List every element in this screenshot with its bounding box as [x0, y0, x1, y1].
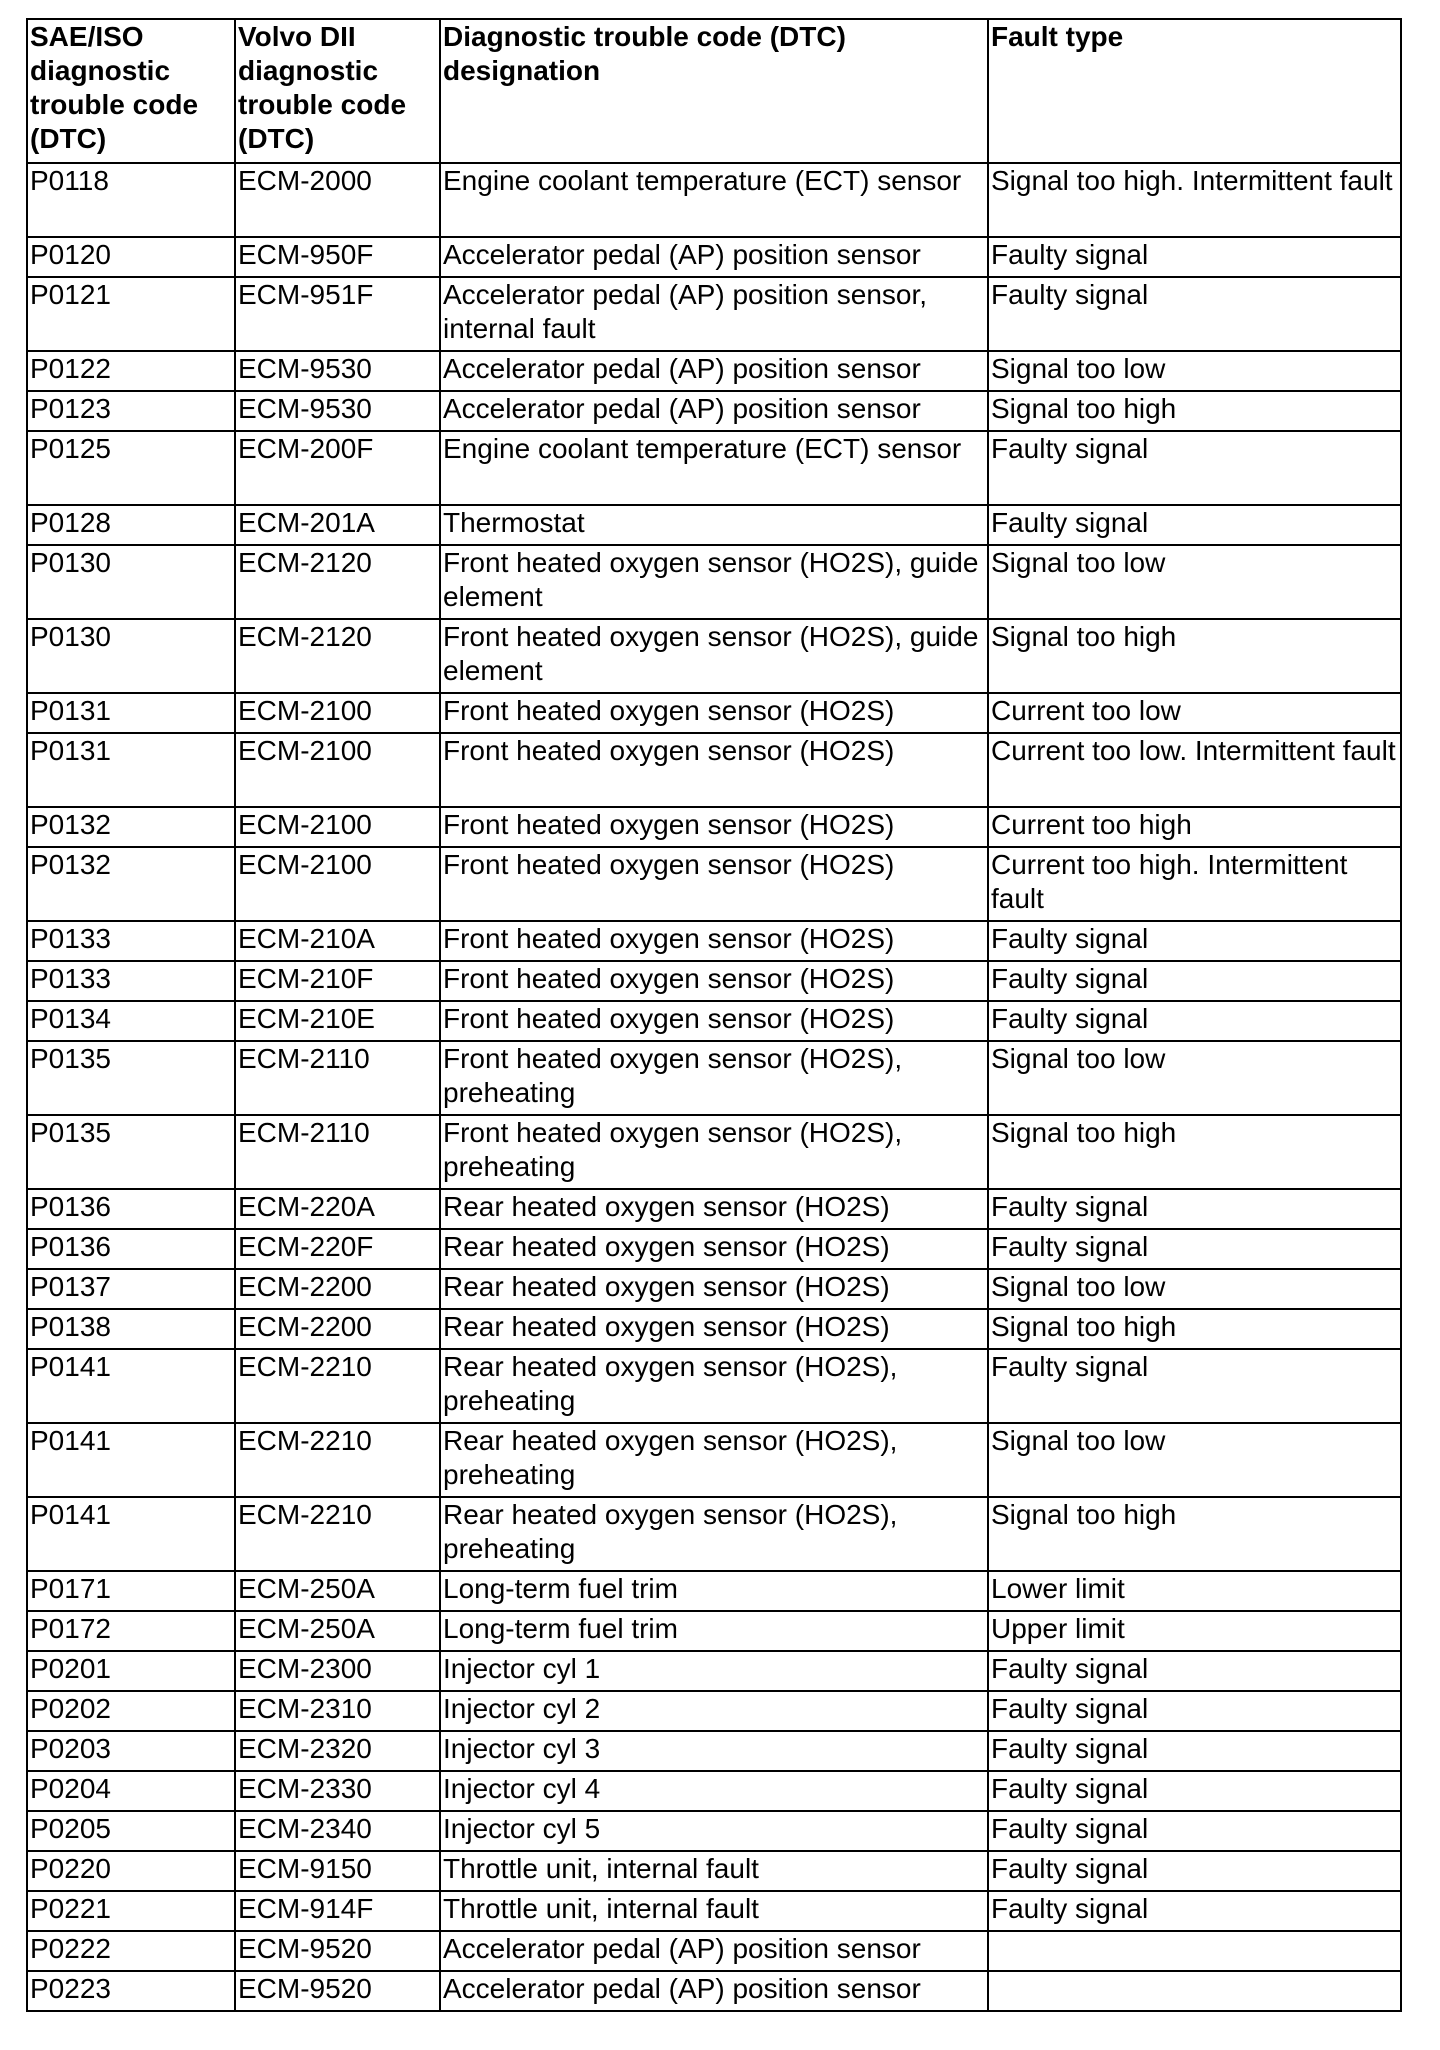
header-dtc-designation: Diagnostic trouble code (DTC) designation	[440, 19, 988, 163]
cell-volvo-code: ECM-250A	[235, 1611, 440, 1651]
cell-designation: Accelerator pedal (AP) position sensor	[440, 351, 988, 391]
cell-designation: Front heated oxygen sensor (HO2S)	[440, 693, 988, 733]
cell-volvo-code: ECM-2330	[235, 1771, 440, 1811]
cell-fault-type: Faulty signal	[988, 1731, 1401, 1771]
table-row	[27, 921, 1401, 961]
table-row	[27, 1115, 1401, 1189]
cell-volvo-code: ECM-950F	[235, 237, 440, 277]
table-header	[27, 19, 1401, 163]
cell-volvo-code: ECM-2120	[235, 619, 440, 693]
table-row	[27, 961, 1401, 1001]
cell-sae-code: P0131	[27, 733, 235, 807]
cell-sae-code: P0223	[27, 1971, 235, 2011]
table-row	[27, 505, 1401, 545]
cell-fault-type: Signal too low	[988, 1423, 1401, 1497]
cell-volvo-code: ECM-250A	[235, 1571, 440, 1611]
cell-designation: Accelerator pedal (AP) position sensor	[440, 1931, 988, 1971]
cell-volvo-code: ECM-2110	[235, 1115, 440, 1189]
cell-designation: Injector cyl 3	[440, 1731, 988, 1771]
cell-volvo-code: ECM-2120	[235, 545, 440, 619]
cell-sae-code: P0133	[27, 961, 235, 1001]
cell-volvo-code: ECM-9150	[235, 1851, 440, 1891]
cell-sae-code: P0141	[27, 1349, 235, 1423]
table-row	[27, 847, 1401, 921]
cell-volvo-code: ECM-2100	[235, 693, 440, 733]
cell-designation: Front heated oxygen sensor (HO2S)	[440, 847, 988, 921]
cell-designation: Accelerator pedal (AP) position sensor	[440, 1971, 988, 2011]
cell-designation: Rear heated oxygen sensor (HO2S)	[440, 1309, 988, 1349]
cell-designation: Long-term fuel trim	[440, 1611, 988, 1651]
cell-fault-type: Upper limit	[988, 1611, 1401, 1651]
cell-fault-type: Signal too high	[988, 1309, 1401, 1349]
table-row	[27, 1041, 1401, 1115]
cell-sae-code: P0141	[27, 1423, 235, 1497]
table-row	[27, 1497, 1401, 1571]
cell-fault-type: Faulty signal	[988, 961, 1401, 1001]
cell-fault-type	[988, 1931, 1401, 1971]
cell-fault-type: Signal too high	[988, 391, 1401, 431]
cell-fault-type: Current too low. Intermittent fault	[988, 733, 1401, 807]
cell-fault-type: Faulty signal	[988, 1001, 1401, 1041]
cell-volvo-code: ECM-200F	[235, 431, 440, 505]
cell-volvo-code: ECM-2100	[235, 807, 440, 847]
table-row	[27, 1229, 1401, 1269]
cell-fault-type: Faulty signal	[988, 1891, 1401, 1931]
cell-fault-type: Signal too low	[988, 1269, 1401, 1309]
cell-designation: Rear heated oxygen sensor (HO2S), preheating	[440, 1349, 988, 1423]
cell-fault-type: Faulty signal	[988, 1651, 1401, 1691]
cell-designation: Rear heated oxygen sensor (HO2S)	[440, 1189, 988, 1229]
table-row	[27, 1971, 1401, 2011]
cell-volvo-code: ECM-210A	[235, 921, 440, 961]
table-row	[27, 619, 1401, 693]
cell-fault-type: Faulty signal	[988, 1811, 1401, 1851]
header-volvo-dii-dtc: Volvo DII diagnostic trouble code (DTC)	[235, 19, 440, 163]
cell-sae-code: P0131	[27, 693, 235, 733]
table-row	[27, 1851, 1401, 1891]
cell-fault-type: Faulty signal	[988, 1851, 1401, 1891]
cell-designation: Front heated oxygen sensor (HO2S)	[440, 961, 988, 1001]
cell-fault-type: Faulty signal	[988, 1229, 1401, 1269]
table-row	[27, 1423, 1401, 1497]
cell-sae-code: P0203	[27, 1731, 235, 1771]
table-row	[27, 351, 1401, 391]
cell-sae-code: P0121	[27, 277, 235, 351]
cell-sae-code: P0171	[27, 1571, 235, 1611]
cell-fault-type: Current too high	[988, 807, 1401, 847]
cell-sae-code: P0133	[27, 921, 235, 961]
cell-sae-code: P0118	[27, 163, 235, 237]
cell-designation: Front heated oxygen sensor (HO2S), preheating	[440, 1041, 988, 1115]
cell-sae-code: P0202	[27, 1691, 235, 1731]
cell-designation: Front heated oxygen sensor (HO2S)	[440, 1001, 988, 1041]
cell-volvo-code: ECM-2210	[235, 1497, 440, 1571]
table-row	[27, 1651, 1401, 1691]
cell-designation: Front heated oxygen sensor (HO2S)	[440, 733, 988, 807]
cell-sae-code: P0125	[27, 431, 235, 505]
table-row	[27, 807, 1401, 847]
cell-designation: Accelerator pedal (AP) position sensor	[440, 391, 988, 431]
cell-volvo-code: ECM-2320	[235, 1731, 440, 1771]
cell-designation: Engine coolant temperature (ECT) sensor	[440, 431, 988, 505]
cell-volvo-code: ECM-9520	[235, 1931, 440, 1971]
cell-designation: Engine coolant temperature (ECT) sensor	[440, 163, 988, 237]
table-row	[27, 733, 1401, 807]
cell-volvo-code: ECM-220A	[235, 1189, 440, 1229]
table-row	[27, 277, 1401, 351]
cell-designation: Throttle unit, internal fault	[440, 1851, 988, 1891]
table-row	[27, 1611, 1401, 1651]
header-fault-type: Fault type	[988, 19, 1401, 163]
cell-designation: Rear heated oxygen sensor (HO2S)	[440, 1269, 988, 1309]
cell-fault-type: Signal too high	[988, 1497, 1401, 1571]
cell-fault-type: Faulty signal	[988, 921, 1401, 961]
cell-sae-code: P0141	[27, 1497, 235, 1571]
cell-sae-code: P0204	[27, 1771, 235, 1811]
cell-sae-code: P0135	[27, 1115, 235, 1189]
cell-sae-code: P0221	[27, 1891, 235, 1931]
cell-sae-code: P0130	[27, 619, 235, 693]
table-body	[27, 163, 1401, 2011]
cell-designation: Accelerator pedal (AP) position sensor	[440, 237, 988, 277]
cell-designation: Injector cyl 4	[440, 1771, 988, 1811]
cell-fault-type: Current too low	[988, 693, 1401, 733]
cell-fault-type: Faulty signal	[988, 237, 1401, 277]
cell-fault-type: Signal too low	[988, 1041, 1401, 1115]
cell-sae-code: P0201	[27, 1651, 235, 1691]
cell-fault-type: Lower limit	[988, 1571, 1401, 1611]
cell-designation: Injector cyl 5	[440, 1811, 988, 1851]
table-row	[27, 545, 1401, 619]
cell-designation: Throttle unit, internal fault	[440, 1891, 988, 1931]
cell-sae-code: P0134	[27, 1001, 235, 1041]
table-row	[27, 431, 1401, 505]
cell-volvo-code: ECM-2310	[235, 1691, 440, 1731]
table-row	[27, 1189, 1401, 1229]
cell-volvo-code: ECM-2200	[235, 1309, 440, 1349]
cell-fault-type: Faulty signal	[988, 1691, 1401, 1731]
cell-fault-type: Signal too low	[988, 545, 1401, 619]
cell-volvo-code: ECM-2100	[235, 847, 440, 921]
cell-volvo-code: ECM-9520	[235, 1971, 440, 2011]
cell-designation: Front heated oxygen sensor (HO2S), guide element	[440, 545, 988, 619]
cell-fault-type: Signal too low	[988, 351, 1401, 391]
cell-fault-type: Faulty signal	[988, 277, 1401, 351]
cell-fault-type: Faulty signal	[988, 505, 1401, 545]
cell-volvo-code: ECM-2110	[235, 1041, 440, 1115]
cell-volvo-code: ECM-2100	[235, 733, 440, 807]
cell-volvo-code: ECM-9530	[235, 351, 440, 391]
table-row	[27, 1931, 1401, 1971]
cell-fault-type: Signal too high. Intermittent fault	[988, 163, 1401, 237]
cell-sae-code: P0222	[27, 1931, 235, 1971]
cell-designation: Long-term fuel trim	[440, 1571, 988, 1611]
cell-designation: Injector cyl 2	[440, 1691, 988, 1731]
cell-volvo-code: ECM-914F	[235, 1891, 440, 1931]
cell-sae-code: P0136	[27, 1229, 235, 1269]
cell-volvo-code: ECM-2000	[235, 163, 440, 237]
cell-fault-type: Faulty signal	[988, 1771, 1401, 1811]
dtc-table	[26, 18, 1402, 2012]
cell-fault-type: Signal too high	[988, 1115, 1401, 1189]
cell-designation: Front heated oxygen sensor (HO2S)	[440, 807, 988, 847]
cell-sae-code: P0172	[27, 1611, 235, 1651]
cell-fault-type: Faulty signal	[988, 1189, 1401, 1229]
table-row	[27, 693, 1401, 733]
cell-fault-type: Faulty signal	[988, 1349, 1401, 1423]
cell-sae-code: P0122	[27, 351, 235, 391]
cell-volvo-code: ECM-2210	[235, 1423, 440, 1497]
table-row	[27, 1309, 1401, 1349]
cell-designation: Front heated oxygen sensor (HO2S), guide element	[440, 619, 988, 693]
cell-designation: Front heated oxygen sensor (HO2S)	[440, 921, 988, 961]
cell-sae-code: P0135	[27, 1041, 235, 1115]
cell-sae-code: P0138	[27, 1309, 235, 1349]
cell-fault-type: Current too high. Intermittent fault	[988, 847, 1401, 921]
cell-sae-code: P0130	[27, 545, 235, 619]
cell-designation: Front heated oxygen sensor (HO2S), preheating	[440, 1115, 988, 1189]
cell-volvo-code: ECM-2300	[235, 1651, 440, 1691]
table-row	[27, 1771, 1401, 1811]
cell-fault-type: Faulty signal	[988, 431, 1401, 505]
cell-designation: Rear heated oxygen sensor (HO2S), preheating	[440, 1497, 988, 1571]
cell-sae-code: P0132	[27, 847, 235, 921]
table-row	[27, 391, 1401, 431]
cell-volvo-code: ECM-220F	[235, 1229, 440, 1269]
cell-volvo-code: ECM-2340	[235, 1811, 440, 1851]
header-row	[27, 19, 1401, 163]
cell-volvo-code: ECM-9530	[235, 391, 440, 431]
cell-volvo-code: ECM-951F	[235, 277, 440, 351]
table-row	[27, 1001, 1401, 1041]
table-row	[27, 1811, 1401, 1851]
table-row	[27, 1891, 1401, 1931]
cell-sae-code: P0205	[27, 1811, 235, 1851]
cell-volvo-code: ECM-2210	[235, 1349, 440, 1423]
table-row	[27, 1349, 1401, 1423]
cell-sae-code: P0123	[27, 391, 235, 431]
table-row	[27, 163, 1401, 237]
cell-designation: Rear heated oxygen sensor (HO2S)	[440, 1229, 988, 1269]
table-row	[27, 1269, 1401, 1309]
cell-fault-type	[988, 1971, 1401, 2011]
cell-sae-code: P0128	[27, 505, 235, 545]
cell-volvo-code: ECM-210F	[235, 961, 440, 1001]
cell-volvo-code: ECM-210E	[235, 1001, 440, 1041]
cell-sae-code: P0132	[27, 807, 235, 847]
table-row	[27, 1691, 1401, 1731]
cell-sae-code: P0136	[27, 1189, 235, 1229]
cell-designation: Rear heated oxygen sensor (HO2S), preheating	[440, 1423, 988, 1497]
cell-fault-type: Signal too high	[988, 619, 1401, 693]
table-row	[27, 237, 1401, 277]
cell-designation: Accelerator pedal (AP) position sensor, internal fault	[440, 277, 988, 351]
cell-volvo-code: ECM-201A	[235, 505, 440, 545]
cell-sae-code: P0120	[27, 237, 235, 277]
cell-designation: Injector cyl 1	[440, 1651, 988, 1691]
table-row	[27, 1731, 1401, 1771]
table-row	[27, 1571, 1401, 1611]
cell-designation: Thermostat	[440, 505, 988, 545]
cell-sae-code: P0220	[27, 1851, 235, 1891]
cell-volvo-code: ECM-2200	[235, 1269, 440, 1309]
cell-sae-code: P0137	[27, 1269, 235, 1309]
header-sae-iso-dtc: SAE/ISO diagnostic trouble code (DTC)	[27, 19, 235, 163]
